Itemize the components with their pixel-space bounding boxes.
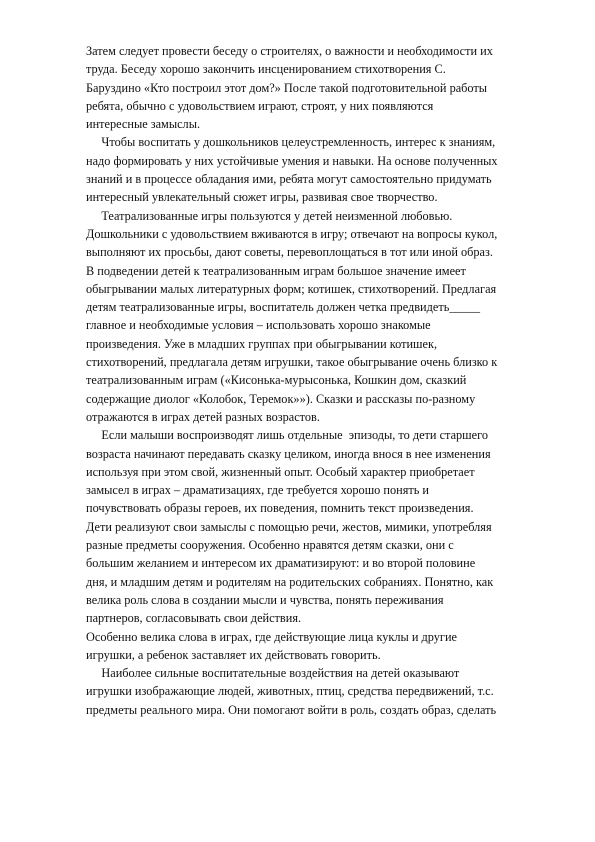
text-line: стихотворений, предлагала детям игрушки, такое обыгрывание очень близко к <box>86 355 498 370</box>
document-page <box>86 42 556 719</box>
paragraph-first-line: Чтобы воспитать у дошкольников целеустремленность, интерес к знаниям, <box>86 135 496 150</box>
text-line: разные предметы сооружения. Особенно нравятся детям сказки, они с <box>86 538 454 553</box>
text-line: Баруздино «Кто построил этот дом?» После такой подготовительной работы <box>86 80 488 95</box>
text-line: обыгрывании малых литературных форм; котишек, стихотворений. Предлагая <box>86 281 497 296</box>
text-line: произведения. Уже в младших группах при обыгрывании котишек, <box>86 336 438 351</box>
text-line: Затем следует провести беседу о строителях, о важности и необходимости их <box>86 44 493 58</box>
text-line: содержащие диолог «Колобок, Теремок»»). Сказки и рассказы по-разному <box>86 391 476 406</box>
text-line: В подведении детей к театрализованным играм большое значение имеет <box>86 263 466 278</box>
paragraph-first-line: Наиболее сильные воспитательные воздействия на детей оказывают <box>86 666 460 681</box>
text-line: знаний и в процессе обладания ими, ребята могут самостоятельно придумать <box>86 172 492 187</box>
text-line: партнеров, согласовывать свои действия. <box>86 611 302 626</box>
text-line: Дети реализуют свои замыслы с помощью речи, жестов, мимики, употребляя <box>86 519 492 534</box>
text-line: главное и необходимые условия – использовать хорошо знакомые <box>86 318 431 333</box>
text-line: Особенно велика слова в играх, где действующие лица куклы и другие <box>86 629 457 644</box>
text-line: велика роль слова в создании мысли и чувства, понять переживания <box>86 592 444 607</box>
text-line: предметы реального мира. Они помогают войти в роль, создать образ, сделать <box>86 702 497 717</box>
text-line: отражаются в играх детей разных возрастов. <box>86 409 320 424</box>
text-line: ребята, обычно с удовольствием играют, строят, у них появляются <box>86 98 434 113</box>
text-line: детям театрализованные игры, воспитатель должен четка предвидеть_____ <box>86 300 481 315</box>
text-line: интересные замыслы. <box>86 117 201 132</box>
text-line: надо формировать у них устойчивые умения и навыки. На основе полученных <box>86 153 498 168</box>
paragraph-first-line: Если малыши воспроизводят лишь отдельные эпизоды, то дети старшего <box>86 428 488 443</box>
text-line: замысел в играх – драматизациях, где требуется хорошо понять и <box>86 483 429 498</box>
text-line: игрушки изображающие людей, животных, птиц, средства передвижений, т.с. <box>86 684 494 699</box>
text-line: большим желанием и интересом их драматизируют: и во второй половине <box>86 556 476 571</box>
paragraph-first-line: Театрализованные игры пользуются у детей неизменной любовью. <box>86 208 453 223</box>
text-line: игрушки, а ребенок заставляет их действовать говорить. <box>86 647 381 662</box>
text-line: почувствовать образы героев, их поведения, помнить текст произведения. <box>86 501 474 516</box>
text-line: театрализованным играм («Кисонька-мурысонька, Кошкин дом, сказкий <box>86 373 467 388</box>
text-line: выполняют их просьбы, дают советы, перевоплощаться в тот или иной образ. <box>86 245 493 260</box>
text-line: интересный увлекательный сюжет игры, развивая свое творчество. <box>86 190 438 205</box>
text-line: дня, и младшим детям и родителям на родительских собраниях. Понятно, как <box>86 574 494 589</box>
text-line: Дошкольники с удовольствием вживаются в игру; отвечают на вопросы кукол, <box>86 226 498 241</box>
text-line: труда. Беседу хорошо закончить инсценированием стихотворения С. <box>86 62 446 77</box>
text-line: возраста начинают передавать сказку целиком, иногда внося в нее изменения <box>86 446 491 461</box>
text-line: используя при этом свой, жизненный опыт. Особый характер приобретает <box>86 464 475 479</box>
